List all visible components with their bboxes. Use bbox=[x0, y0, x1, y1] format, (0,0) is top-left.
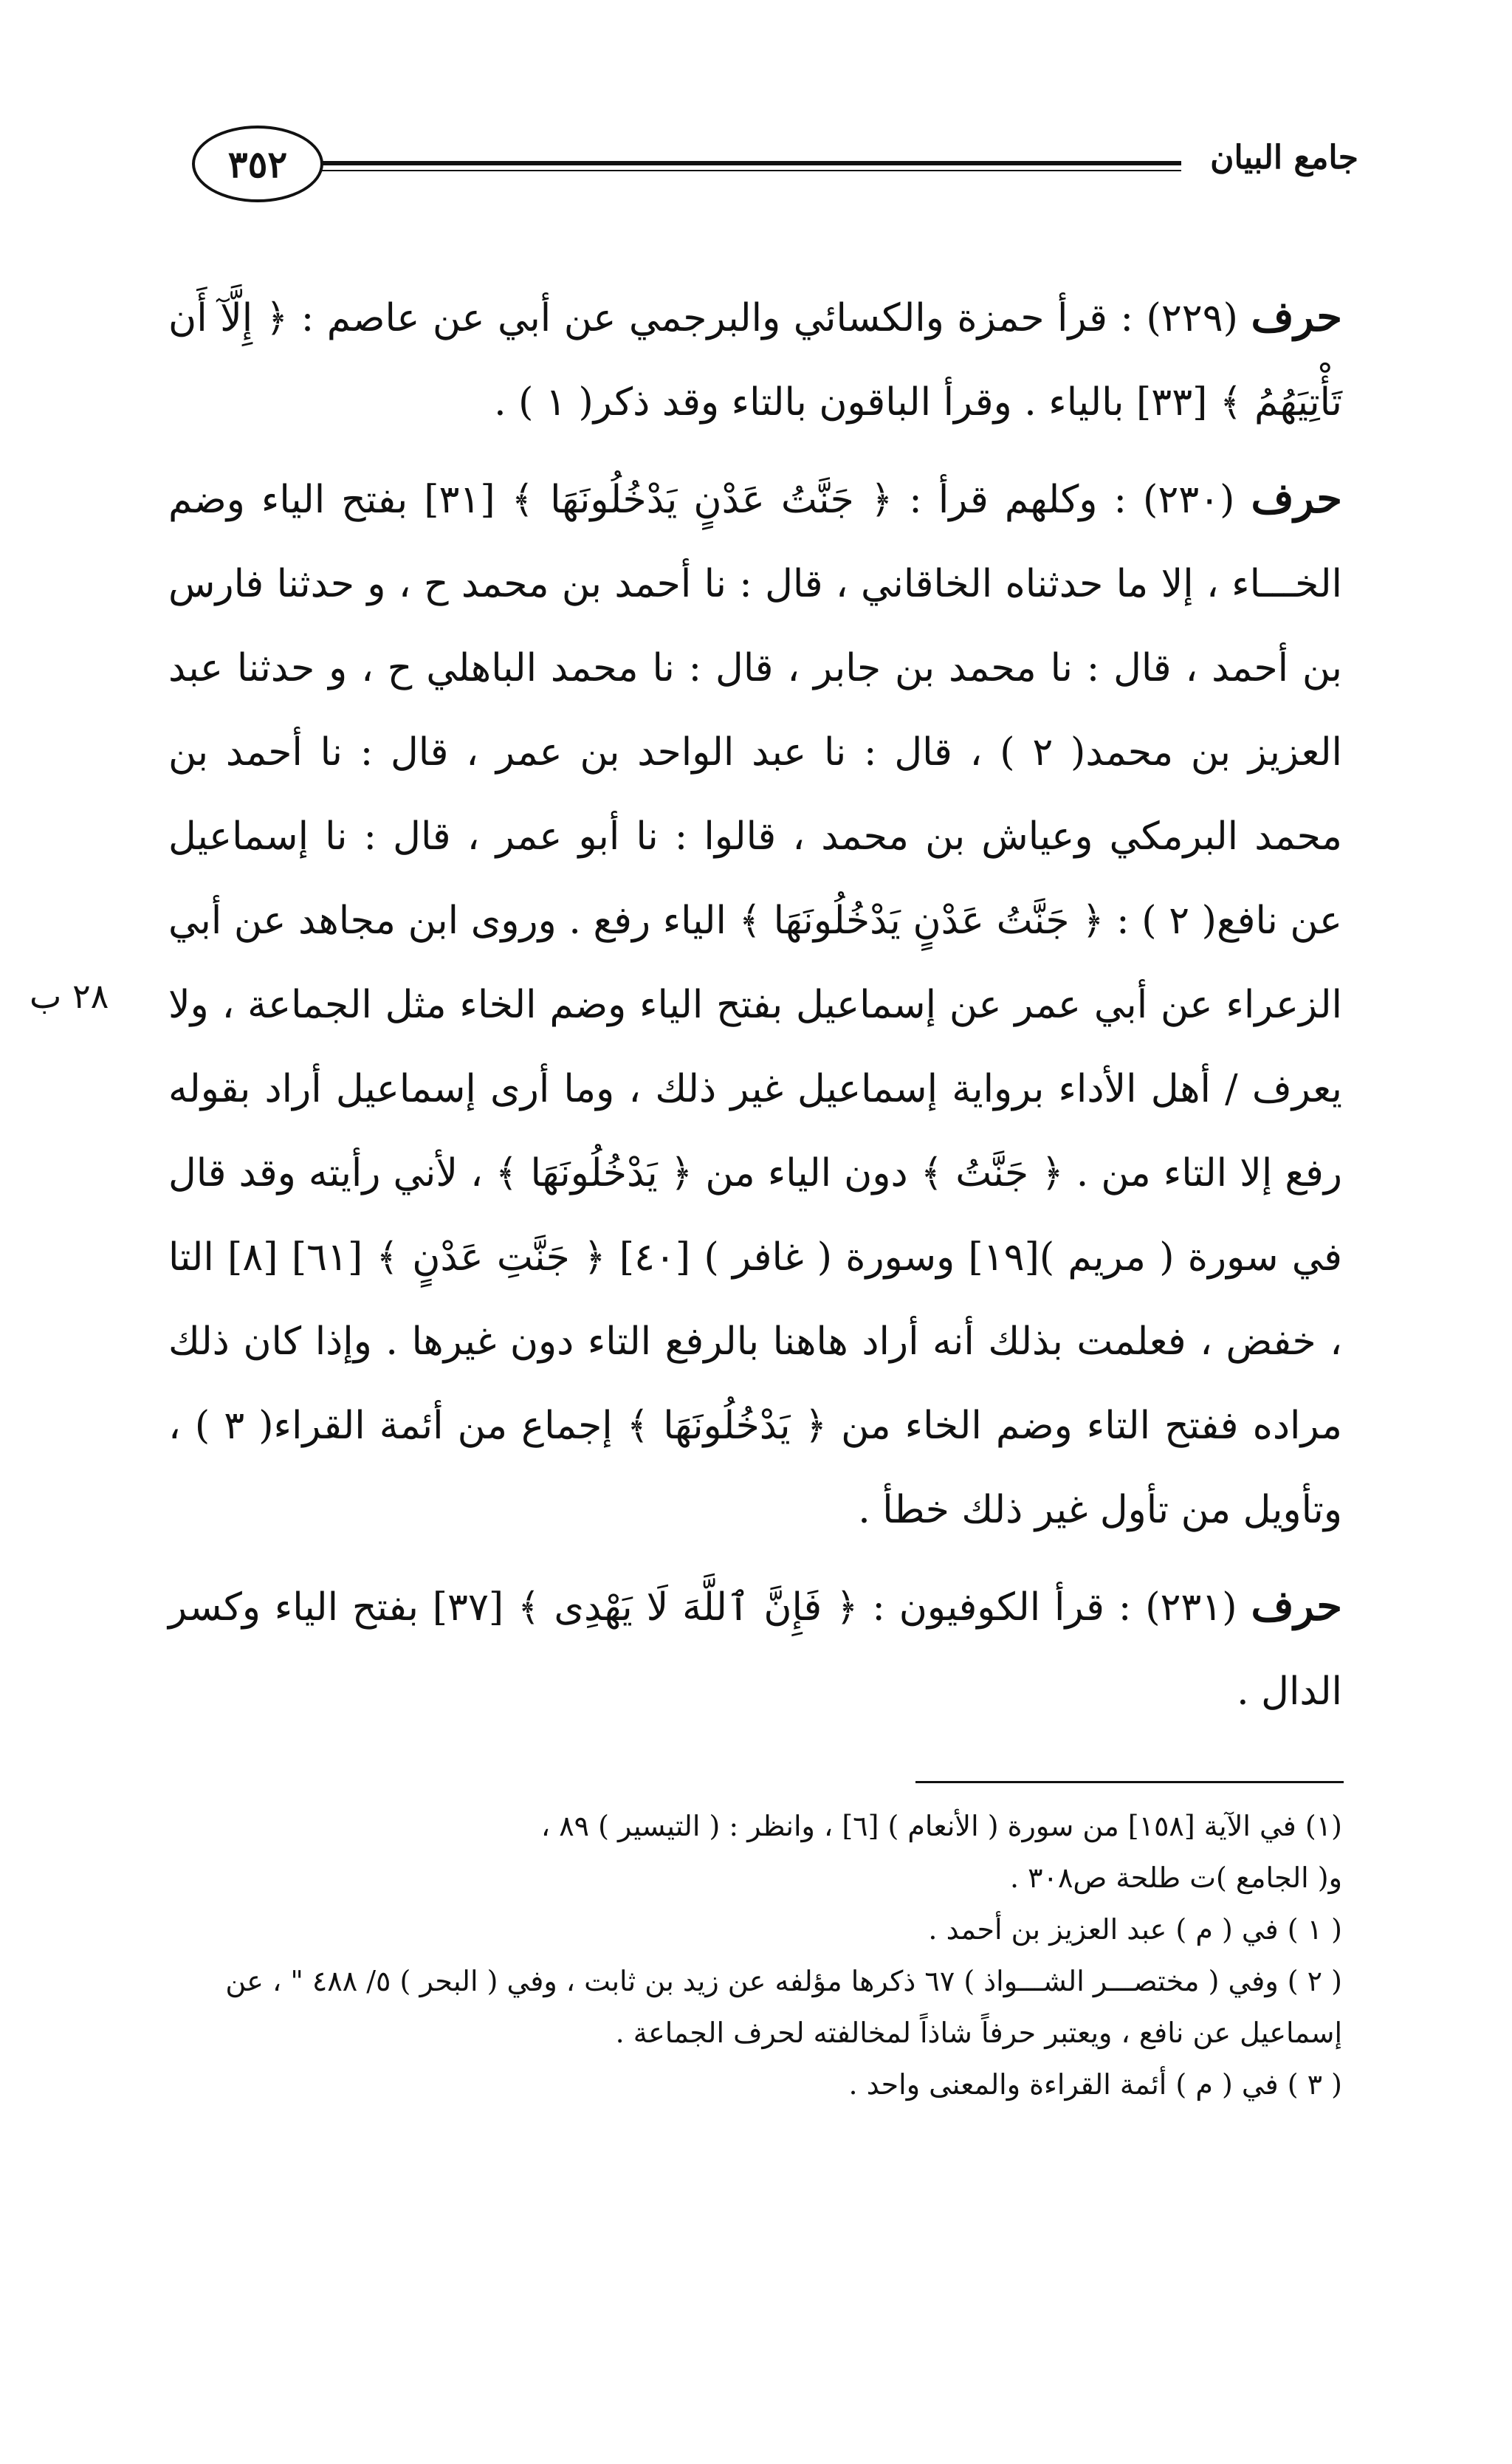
harf-label: حرف bbox=[1251, 474, 1343, 523]
main-text bbox=[168, 275, 1342, 1734]
harf-label: حرف bbox=[1251, 1582, 1343, 1630]
margin-folio-note: ٢٨ ب bbox=[30, 976, 109, 1016]
footnote-line: ( ٣ ) في ( م ) أئمة القراءة والمعنى واحد . bbox=[848, 2068, 1342, 2101]
footnote-line: و( الجامع )ت طلحة ص٣٠٨ . bbox=[1010, 1861, 1342, 1894]
footnote-line: إسماعيل عن نافع ، ويعتبر حرفاً شاذاً لمخالفته لحرف الجماعة . bbox=[615, 2017, 1342, 2049]
harf-number: (٢٣٠) bbox=[1143, 478, 1235, 522]
paragraph-harf-231 bbox=[168, 1564, 1342, 1734]
paragraph-harf-230 bbox=[168, 456, 1342, 1552]
footnote-line: ( ١ ) في ( م ) عبد العزيز بن أحمد . bbox=[928, 1913, 1342, 1946]
footnotes bbox=[168, 1802, 1342, 2109]
paragraph-text: : وكلهم قرأ : ﴿ جَنَّتُ عَدْنٍ يَدْخُلُونَهَا ﴾ [٣١] بفتح الياء وضم الخـــاء ، إلا ما حدثناه الخاقاني ، قال : نا أحمد بن محمد ح ، و حدثنا فارس بن أحمد ، قال : نا محمد بن جابر ، قال : نا محمد الباهلي ح ، و حدثنا عبد العزيز بن محمد( ٢ ) ، قال : نا عبد الواحد بن عمر ، قال : نا أحمد بن محمد البرمكي وعياش بن محمد ، قالوا : نا أبو عمر ، قال : نا إسماعيل عن نافع( ٢ ) : ﴿ جَنَّتُ عَدْنٍ يَدْخُلُونَهَا ﴾ الياء رفع . وروى ابن مجاهد عن أبي الزعراء عن أبي عمر عن إسماعيل بفتح الياء وضم الخاء مثل الجماعة ، ولا يعرف / أهل الأداء برواية إسماعيل غير ذلك ، وما أرى إسماعيل أراد بقوله رفع إلا التاء من . ﴿ جَنَّتُ ﴾ دون الياء من ﴿ يَدْخُلُونَهَا ﴾ ، لأني رأيته وقد قال في سورة ( مريم )[١٩] وسورة ( غافر ) [٤٠] ﴿ جَنَّتِ عَدْنٍ ﴾ [٦١] [٨] التا ، خفض ، فعلمت بذلك أنه أراد هاهنا بالرفع التاء دون غيرها . وإذا كان ذلك مراده ففتح التاء وضم الخاء من ﴿ يَدْخُلُونَهَا ﴾ إجماع من أئمة القراء( ٣ ) ، وتأويل من تأول غير ذلك خطأ . bbox=[168, 478, 1343, 1532]
footnote-line: ( ٢ ) وفي ( مختصـــر الشـــواذ ) ٦٧ ذكرها مؤلفه عن زيد بن ثابت ، وفي ( البحر ) ٥/ ٤٨٨ " ، عن bbox=[225, 1965, 1342, 1997]
paragraph-text: : قرأ الكوفيون : ﴿ فَإِنَّ ٱللَّهَ لَا يَهْدِى ﴾ [٣٧] بفتح الياء وكسر الدال . bbox=[168, 1585, 1342, 1714]
harf-number: (٢٣١) bbox=[1145, 1585, 1237, 1630]
footnote-rule bbox=[915, 1781, 1344, 1783]
page-header bbox=[148, 118, 1358, 207]
harf-label: حرف bbox=[1251, 292, 1343, 341]
page-number-badge bbox=[192, 126, 323, 202]
header-rule-thin bbox=[317, 170, 1181, 171]
footnote-line: (١) في الآية [١٥٨] من سورة ( الأنعام ) [٦] ، وانظر : ( التيسير ) ٨٩ ، bbox=[540, 1810, 1342, 1842]
running-title: جامع البيان bbox=[1210, 139, 1358, 176]
page-number: ٣٥٢ bbox=[227, 142, 288, 186]
header-rule bbox=[317, 161, 1181, 165]
harf-number: (٢٢٩) bbox=[1146, 296, 1238, 340]
paragraph-harf-229 bbox=[168, 275, 1342, 445]
paragraph-text: : قرأ حمزة والكسائي والبرجمي عن أبي عن عاصم : ﴿ إِلَّآ أَن تَأْتِيَهُمُ ﴾ [٣٣] بالياء . وقرأ الباقون بالتاء وقد ذكر( ١ ) . bbox=[168, 296, 1342, 425]
